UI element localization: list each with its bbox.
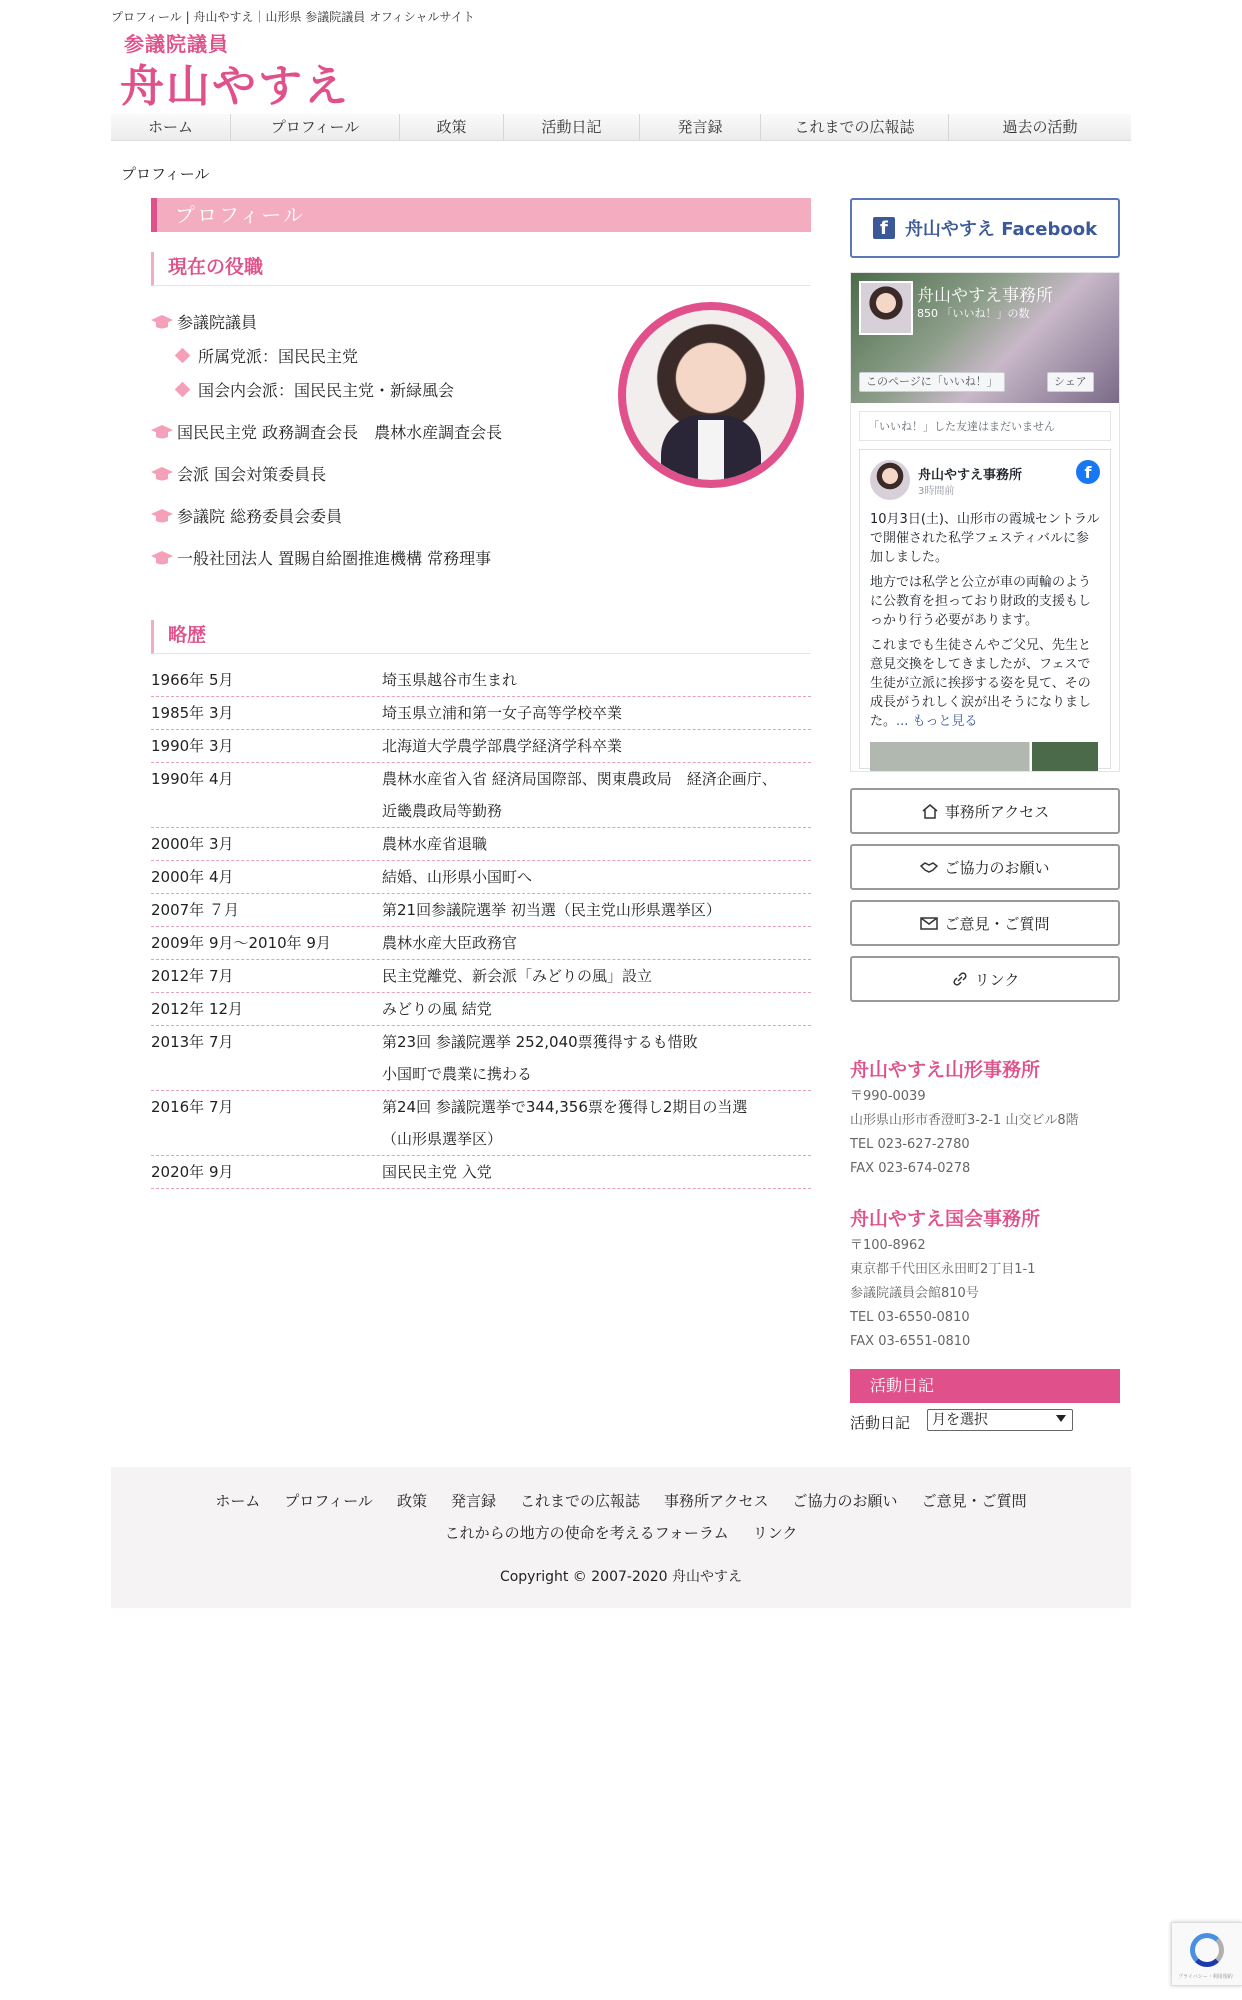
history-year: 2000年 3月 [151, 835, 234, 853]
footer-nav-primary [111, 1490, 1131, 1511]
history-row [151, 664, 811, 697]
history-event-line: 国民民主党 入党 [382, 1163, 492, 1181]
footer-nav-secondary [111, 1522, 1131, 1543]
history-event-line: 埼玉県立浦和第一女子高等学校卒業 [382, 704, 623, 722]
diamond-bullet-icon [175, 382, 191, 398]
subrole-text: 所属党派：国民民主党 [198, 347, 359, 366]
facebook-page-name[interactable]: 舟山やすえ事務所 [917, 286, 1053, 306]
logo[interactable]: 舟山やすえ [120, 61, 350, 112]
history-row [151, 894, 811, 927]
post-paragraph [870, 636, 1100, 731]
yamagata-office-title: 舟山やすえ山形事務所 [850, 1059, 1041, 1081]
role-item [151, 504, 342, 527]
history-event-line: 第23回 参議院選挙 252,040票獲得するも惜敗 [382, 1033, 698, 1051]
feedback-button[interactable] [850, 900, 1120, 946]
history-year: 2012年 7月 [151, 967, 234, 985]
address-line: 〒990-0039 [850, 1089, 926, 1104]
facebook-page-plugin [850, 272, 1120, 772]
subrole-item [177, 378, 454, 401]
role-text: 参議院 総務委員会委員 [177, 507, 343, 526]
links-button[interactable] [850, 956, 1120, 1002]
subrole-item [177, 344, 358, 367]
history-event [382, 861, 811, 893]
history-event-line: 北海道大学農学部農学経済学科卒業 [382, 737, 623, 755]
chevron-down-icon [1056, 1415, 1066, 1422]
recaptcha-badge[interactable] [1171, 1922, 1242, 1986]
history-event-line: 農林水産省入省 経済局国際部、関東農政局 経済企画庁、 [382, 770, 777, 788]
photo-shirt [698, 420, 724, 488]
footer-link[interactable]: ご意見・ご質問 [921, 1492, 1027, 1510]
history-year: 2007年 ７月 [151, 901, 239, 919]
links-label: リンク [974, 970, 1020, 989]
facebook-logo-icon[interactable]: f [1076, 460, 1100, 484]
history-row [151, 1026, 811, 1091]
history-row [151, 927, 811, 960]
history-event-line: 結婚、山形県小国町へ [382, 868, 533, 886]
history-event [382, 927, 811, 959]
facebook-icon: f [873, 217, 895, 239]
history-year: 1990年 4月 [151, 770, 234, 788]
facebook-like-count: 850 「いいね！」の数 [917, 307, 1030, 320]
history-row [151, 960, 811, 993]
link-icon [951, 971, 969, 987]
history-event-line: 農林水産大臣政務官 [382, 934, 518, 952]
facebook-banner-button[interactable] [850, 198, 1120, 258]
diet-office-title: 舟山やすえ国会事務所 [850, 1208, 1041, 1230]
history-event [382, 1026, 811, 1090]
graduation-cap-icon [151, 467, 173, 481]
history-event [382, 960, 811, 992]
roles-section-title: 現在の役職 [151, 252, 811, 286]
diamond-bullet-icon [175, 348, 191, 364]
site-title-line: プロフィール | 舟山やすえ｜山形県 参議院議員 オフィシャルサイト [111, 10, 475, 24]
facebook-friends-note: 「いいね！」した友達はまだいません [859, 411, 1111, 441]
history-event-line: 第24回 参議院選挙で344,356票を獲得し2期目の当選 [382, 1098, 748, 1116]
footer-link[interactable]: ホーム [215, 1492, 261, 1510]
history-event-line: 農林水産省退職 [382, 835, 488, 853]
cooperation-button[interactable] [850, 844, 1120, 890]
logo-subtitle[interactable]: 参議院議員 [124, 32, 229, 56]
nav-item-past-activities[interactable]: 過去の活動 [1002, 118, 1078, 136]
role-item [151, 420, 502, 443]
history-row [151, 697, 811, 730]
post-body [870, 510, 1100, 737]
facebook-like-button[interactable] [859, 372, 1005, 392]
fax-line: FAX 023-674-0278 [850, 1161, 971, 1176]
history-event [382, 894, 811, 926]
role-item [151, 310, 257, 333]
footer-link[interactable]: 発言録 [450, 1492, 496, 1510]
graduation-cap-icon [151, 551, 173, 565]
history-event [382, 697, 811, 729]
graduation-cap-icon [151, 425, 173, 439]
role-text: 会派 国会対策委員長 [177, 465, 327, 484]
phone-line: TEL 03-6550-0810 [850, 1310, 970, 1325]
history-year: 1990年 3月 [151, 737, 234, 755]
mail-icon [920, 915, 938, 931]
diary-archive-label: 活動日記 [850, 1414, 911, 1432]
handshake-icon [920, 859, 938, 875]
history-row [151, 1156, 811, 1189]
history-year: 2000年 4月 [151, 868, 234, 886]
facebook-share-label: シェア [1054, 375, 1087, 388]
footer-link[interactable]: 事務所アクセス [663, 1492, 769, 1510]
office-access-label: 事務所アクセス [944, 802, 1050, 821]
breadcrumb: プロフィール [121, 165, 210, 183]
fax-line: FAX 03-6551-0810 [850, 1334, 971, 1349]
address-line: 山形県山形市香澄町3-2-1 山交ビル8階 [850, 1113, 1079, 1128]
cooperation-label: ご協力のお願い [944, 858, 1050, 877]
office-access-button[interactable] [850, 788, 1120, 834]
facebook-banner-label: 舟山やすえ Facebook [904, 219, 1098, 240]
role-item [151, 546, 491, 569]
history-year: 1966年 5月 [151, 671, 234, 689]
post-timestamp[interactable]: 3時間前 [918, 486, 955, 497]
post-paragraph: 地方では私学と公立が車の両輪のように公教育を担っており財政的支援もしっかり行う必要があります。 [870, 575, 1092, 628]
facebook-like-label: このページに「いいね！」 [866, 375, 998, 388]
address-line: 東京都千代田区永田町2丁目1-1 [850, 1262, 1036, 1277]
history-event [382, 1091, 811, 1155]
post-paragraph: 10月3日(土)、山形市の霞城セントラルで開催された私学フェスティバルに参加しました。 [870, 512, 1100, 565]
history-event [382, 828, 811, 860]
nav-item-home[interactable]: ホーム [111, 114, 231, 141]
footer [111, 1467, 1131, 1608]
nav-item-profile[interactable]: プロフィール [231, 114, 400, 141]
global-nav [111, 114, 1131, 141]
history-event-line: みどりの風 結党 [382, 1000, 492, 1018]
copyright: Copyright © 2007-2020 舟山やすえ [499, 1569, 743, 1585]
history-event-line: 第21回参議院選挙 初当選（民主党山形県選挙区） [382, 901, 721, 919]
graduation-cap-icon [151, 509, 173, 523]
history-row [151, 1091, 811, 1156]
diet-office-details [850, 1234, 1036, 1354]
page-title: プロフィール [151, 198, 811, 232]
role-text: 国民民主党 政務調査会長 農林水産調査会長 [177, 423, 503, 442]
history-year: 2013年 7月 [151, 1033, 234, 1051]
history-row [151, 828, 811, 861]
home-icon [921, 803, 939, 819]
graduation-cap-icon [151, 315, 173, 329]
history-event [382, 730, 811, 762]
facebook-page-avatar[interactable] [859, 281, 913, 335]
diary-month-select[interactable] [927, 1409, 1073, 1431]
history-event-line: 近畿農政局等勤務 [382, 802, 503, 820]
history-table [151, 664, 811, 1189]
nav-item-policy[interactable]: 政策 [400, 114, 504, 141]
history-year: 2020年 9月 [151, 1163, 234, 1181]
history-event-line: 民主党離党、新会派「みどりの風」設立 [382, 967, 653, 985]
history-event-line: 小国町で農業に携わる [382, 1065, 533, 1083]
history-event [382, 993, 811, 1025]
post-author-avatar[interactable] [870, 460, 910, 500]
footer-link[interactable]: これからの地方の使命を考えるフォーラム [444, 1524, 729, 1542]
history-row [151, 763, 811, 828]
history-event [382, 763, 811, 827]
footer-link[interactable]: プロフィール [284, 1492, 373, 1510]
history-section-title: 略歴 [151, 620, 811, 654]
history-year: 2012年 12月 [151, 1000, 244, 1018]
history-year: 2016年 7月 [151, 1098, 234, 1116]
recaptcha-icon [1190, 1933, 1224, 1967]
see-more-link[interactable]: ... もっと見る [896, 714, 978, 729]
profile-photo [618, 302, 804, 488]
facebook-post [859, 449, 1111, 769]
address-line: 参議院議員会館810号 [850, 1286, 979, 1301]
history-year: 2009年 9月～2010年 9月 [151, 934, 331, 952]
history-row [151, 861, 811, 894]
diary-month-select-value: 月を選択 [932, 1412, 988, 1428]
subrole-text: 国会内会派：国民民主党・新緑風会 [198, 381, 455, 400]
history-row [151, 730, 811, 763]
recaptcha-terms[interactable]: プライバシー・利用規約 [1178, 1974, 1233, 1980]
main-content [151, 198, 811, 1189]
post-author-name[interactable]: 舟山やすえ事務所 [918, 468, 1023, 483]
history-event-line: 埼玉県越谷市生まれ [382, 671, 518, 689]
footer-link[interactable]: ご協力のお願い [792, 1492, 898, 1510]
phone-line: TEL 023-627-2780 [850, 1137, 970, 1152]
history-event-line: （山形県選挙区） [382, 1130, 503, 1148]
history-row [151, 993, 811, 1026]
footer-link[interactable]: 政策 [396, 1492, 427, 1510]
role-text: 参議院議員 [177, 313, 258, 332]
feedback-label: ご意見・ご質問 [944, 914, 1050, 933]
address-line: 〒100-8962 [850, 1238, 926, 1253]
roles-list [151, 300, 811, 620]
facebook-cover[interactable] [851, 273, 1119, 403]
history-event [382, 1156, 811, 1188]
post-paragraph-text: これまでも生徒さんやご父兄、先生と意見交換をしてきましたが、フェスで生徒が立派に挨拶する姿を見て、その成長がうれしく涙が出そうになりました。 [870, 638, 1092, 729]
facebook-share-button[interactable] [1047, 372, 1094, 392]
footer-link[interactable]: リンク [752, 1524, 798, 1542]
nav-item-newsletters[interactable]: これまでの広報誌 [761, 114, 949, 141]
nav-item-diary[interactable]: 活動日記 [504, 114, 640, 141]
role-text: 一般社団法人 置賜自給圏推進機構 常務理事 [177, 549, 492, 568]
history-year: 1985年 3月 [151, 704, 234, 722]
diary-widget-title: 活動日記 [850, 1369, 1120, 1403]
post-images[interactable] [870, 742, 1098, 772]
role-item [151, 462, 326, 485]
history-event [382, 664, 811, 696]
footer-link[interactable]: これまでの広報誌 [519, 1492, 640, 1510]
yamagata-office-details [850, 1085, 1079, 1181]
nav-item-speeches[interactable]: 発言録 [640, 114, 761, 141]
